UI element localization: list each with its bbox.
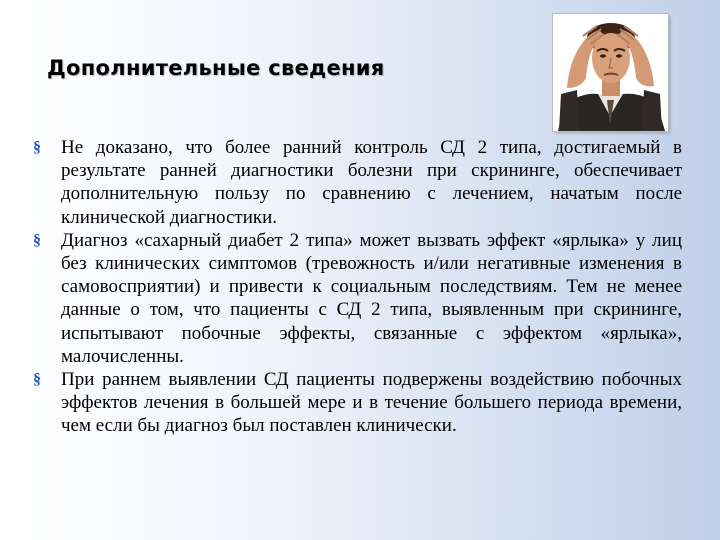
bullet-item <box>30 136 682 229</box>
bullet-text: Диагноз «сахарный диабет 2 типа» может вызвать эффект «ярлыка» у лиц без клинических симптомов (тревожность и/или негативные изменения в самовосприятии) и привести к социальным последствиям. Тем не менее данные о том, что пациенты с СД 2 типа, выявленным при скрининге, испытывают побочные эффекты, связанные с эффектом «ярлыка», малочисленны. <box>61 229 682 367</box>
square-bullet-icon: § <box>33 371 41 389</box>
square-bullet-icon: § <box>33 139 41 156</box>
bullet-list <box>30 136 682 438</box>
bullet-text: Не доказано, что более ранний контроль СД 2 типа, достигаемый в результате ранней диагностики болезни при скрининге, обеспечивает дополнительную пользу по сравнению с лечением, начатым после клинической диагностики. <box>61 137 682 228</box>
bullet-item <box>30 368 682 438</box>
slide-title: Дополнительные сведения <box>47 56 385 80</box>
stressed-man-photo <box>553 14 668 131</box>
bullet-text: При раннем выявлении СД пациенты подвержены воздействию побочных эффектов лечения в большей мере и в течение большего периода времени, чем если бы диагноз был поставлен клинически. <box>61 369 682 437</box>
bullet-item <box>30 229 682 368</box>
square-bullet-icon: § <box>33 231 41 249</box>
